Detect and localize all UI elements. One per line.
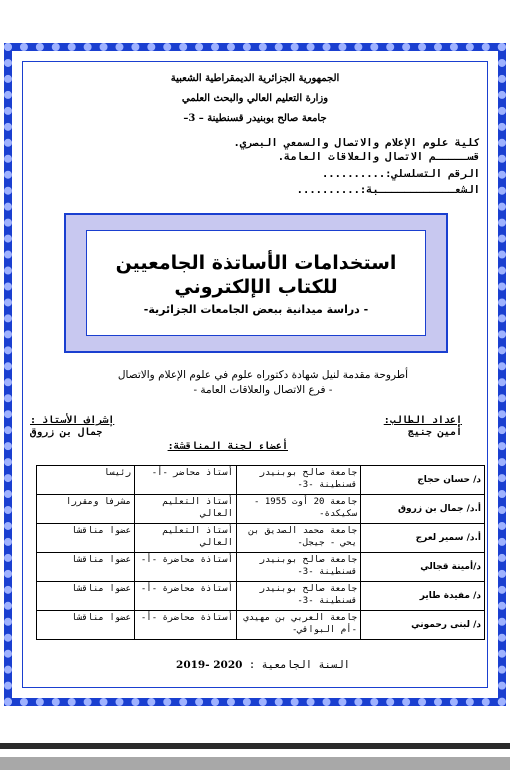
academic-year	[12, 659, 510, 671]
member-role: مشرفا ومقررا	[37, 495, 135, 524]
bottom-divider-dark	[0, 743, 510, 749]
branch-line: الشعــــــــــــبة:..........	[296, 184, 480, 196]
table-row	[37, 611, 485, 640]
member-role: رئيسا	[37, 466, 135, 495]
member-rank: أستاذة محاضرة -أ-	[135, 611, 237, 640]
member-name: د/ مفيدة طاير	[361, 582, 485, 611]
member-name: د/ حسان حجاج	[361, 466, 485, 495]
student-name	[408, 427, 462, 438]
member-role: عضوا مناقشا	[37, 611, 135, 640]
title-subtitle: - دراسة ميدانية ببعض الجامعات الجزائرية-	[143, 302, 369, 316]
thesis-line-2: - فرع الاتصال والعلاقات العامة -	[193, 384, 333, 396]
supervisor-label: إشراف الأستاذ :	[30, 415, 115, 426]
member-institution: جامعة صالح بوبنيدر قسنطينة -3-	[237, 553, 361, 582]
title-box	[64, 213, 448, 353]
table-row	[37, 582, 485, 611]
member-role: عضوا مناقشا	[37, 524, 135, 553]
member-rank: أستاذ التعليم العالي	[135, 495, 237, 524]
title-line-1: استخدامات الأساتذة الجامعيين	[115, 251, 397, 274]
student-name-text: أمين جنيج	[407, 427, 462, 438]
member-institution: جامعة صالح بوبنيدر قسنطينة -3-	[237, 466, 361, 495]
member-name: أ.د/ جمال بن زروق	[361, 495, 485, 524]
department-line: قســـــم الاتصال والعلاقات العامة.	[277, 151, 480, 163]
serial-number-line: الرقم التسلسلي:..........	[321, 168, 480, 180]
faculty-line: كلية علوم الإعلام والاتصال والسمعي البصري.	[233, 137, 480, 149]
page-border-frame	[4, 43, 506, 706]
university-line: جامعة صالح بوبنيدر قسنطينة – 3–	[183, 113, 327, 124]
member-rank: أستاذة محاضرة -أ-	[135, 582, 237, 611]
committee-label: أعضاء لجنة المناقشة:	[167, 441, 288, 452]
member-institution: جامعة 20 أوت 1955 - سكيكدة-	[237, 495, 361, 524]
table-row	[37, 524, 485, 553]
thesis-line-1: أطروحة مقدمة لنيل شهادة دكتوراه علوم في علوم الإعلام والاتصال	[117, 369, 409, 381]
ministry-line: وزارة التعليم العالي والبحث العلمي	[181, 93, 329, 104]
academic-year-value: 2019- 2020	[176, 659, 243, 671]
member-role: عضوا مناقشا	[37, 582, 135, 611]
member-institution: جامعة العربي بن مهيدي -أم البواقي-	[237, 611, 361, 640]
academic-year-label: السنة الجامعية :	[248, 659, 350, 671]
title-inner	[86, 230, 426, 336]
supervisor-name: جمال بن زروق	[30, 427, 103, 438]
committee-table	[36, 465, 485, 640]
table-row	[37, 495, 485, 524]
republic-line: الجمهورية الجزائرية الديمقراطية الشعبية	[170, 73, 340, 84]
member-name: د/ لبنى رحموني	[361, 611, 485, 640]
member-rank: أستاذ التعليم العالي	[135, 524, 237, 553]
bottom-divider-gray	[0, 757, 510, 770]
table-row	[37, 466, 485, 495]
member-name: د/أمينة قجالي	[361, 553, 485, 582]
table-row	[37, 553, 485, 582]
committee-table-body	[37, 466, 485, 640]
member-institution: جامعة محمد الصديق بن يحي - جيجل-	[237, 524, 361, 553]
member-role: عضوا مناقشا	[37, 553, 135, 582]
title-line-2: للكتاب الإلكتروني	[174, 275, 338, 298]
member-institution: جامعة صالح بوبنيدر قسنطينة -3-	[237, 582, 361, 611]
member-rank: أستاذ محاضر -أ-	[135, 466, 237, 495]
member-name: أ.د/ سمير لعرج	[361, 524, 485, 553]
prepared-by-label: إعداد الطالب:	[383, 415, 462, 426]
member-rank: أستاذة محاضرة -أ-	[135, 553, 237, 582]
